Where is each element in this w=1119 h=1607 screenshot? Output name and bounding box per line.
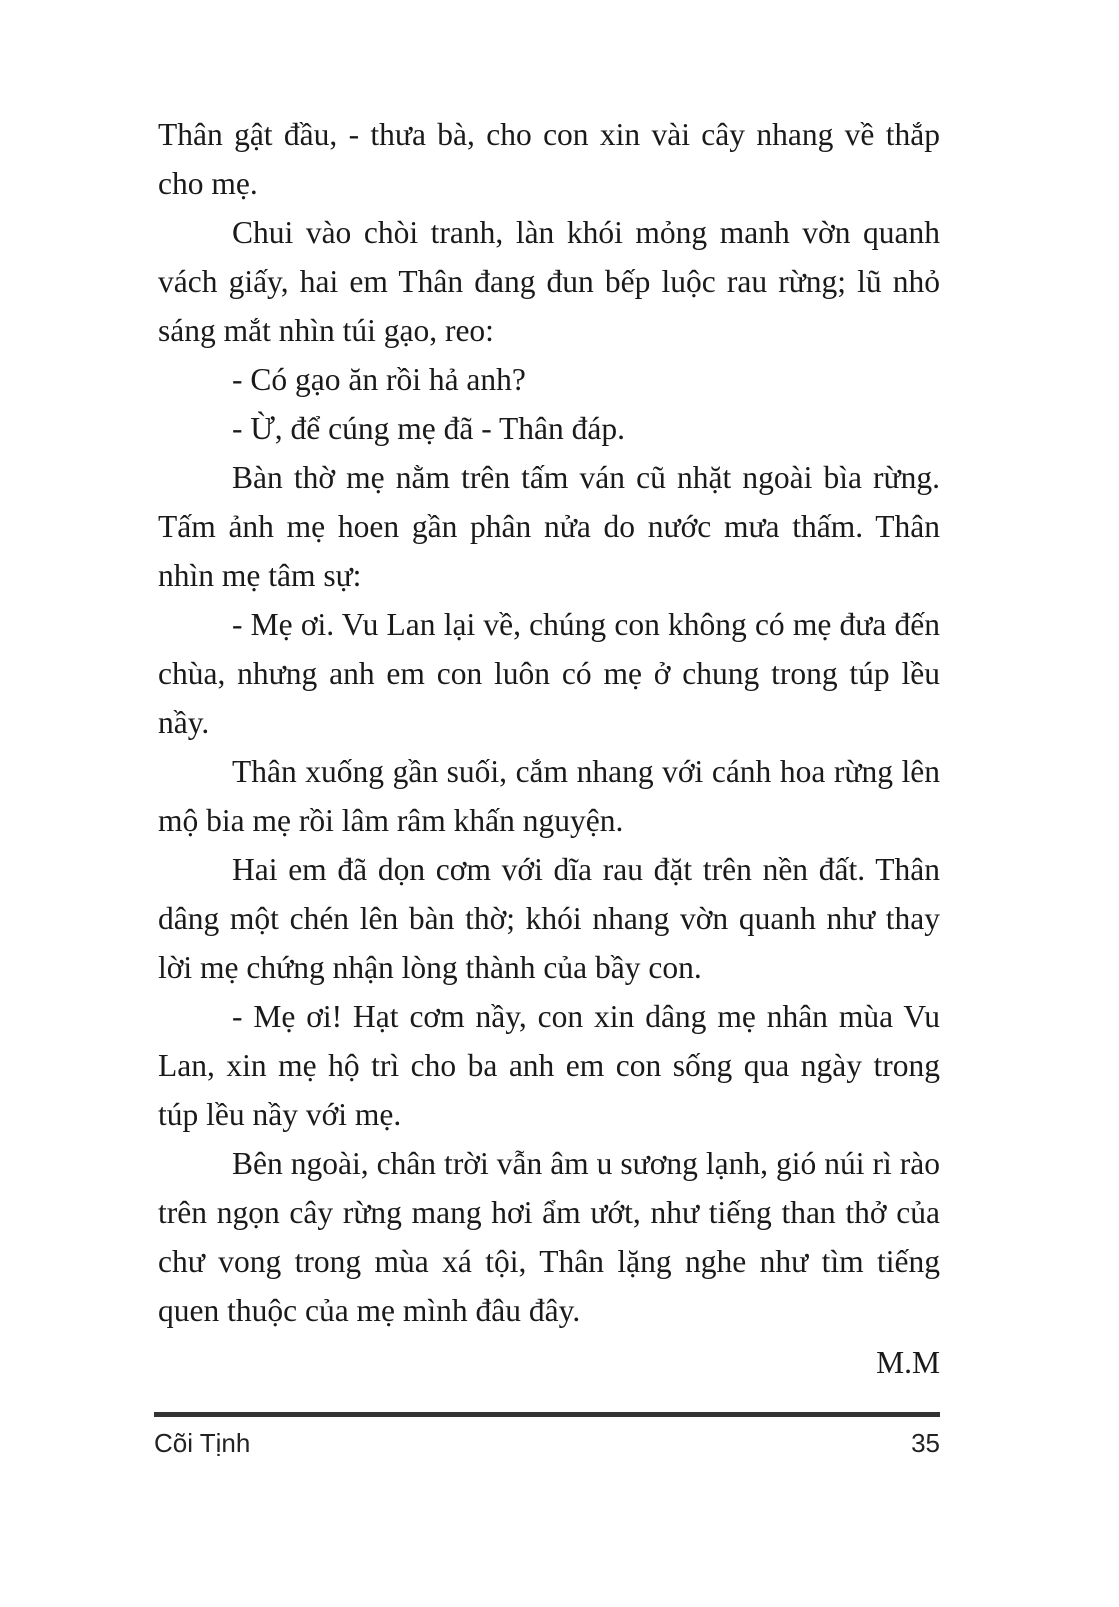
- paragraph: Bên ngoài, chân trời vẫn âm u sương lạnh, gió núi rì rào trên ngọn cây rừng mang hơi ẩm ướt, như tiếng than thở của chư vong trong mùa xá tội, Thân lặng nghe như tìm tiếng quen thuộc của mẹ mình đâu đây.: [158, 1146, 940, 1328]
- dialogue-line: - Có gạo ăn rồi hả anh?: [232, 362, 526, 397]
- dialogue-line: - Mẹ ơi! Hạt cơm nầy, con xin dâng mẹ nhân mùa Vu Lan, xin mẹ hộ trì cho ba anh em con sống qua ngày trong túp lều nầy với mẹ.: [158, 999, 940, 1132]
- paragraph: Chui vào chòi tranh, làn khói mỏng manh vờn quanh vách giấy, hai em Thân đang đun bếp luộc rau rừng; lũ nhỏ sáng mắt nhìn túi gạo, reo:: [158, 215, 940, 348]
- paragraph: Bàn thờ mẹ nằm trên tấm ván cũ nhặt ngoài bìa rừng. Tấm ảnh mẹ hoen gần phân nửa do nước mưa thấm. Thân nhìn mẹ tâm sự:: [158, 460, 940, 593]
- page-footer: [154, 1423, 940, 1463]
- dialogue-line: - Ừ, để cúng mẹ đã - Thân đáp.: [232, 411, 625, 446]
- book-title: Cõi Tịnh: [154, 1428, 251, 1458]
- page-number: 35: [911, 1428, 940, 1458]
- author-signature: M.M: [876, 1345, 940, 1380]
- footer-divider: [154, 1412, 940, 1417]
- page-content: [158, 110, 940, 1387]
- paragraph: Thân gật đầu, - thưa bà, cho con xin vài cây nhang về thắp cho mẹ.: [158, 117, 940, 201]
- paragraph: Thân xuống gần suối, cắm nhang với cánh hoa rừng lên mộ bia mẹ rồi lâm râm khấn nguyện.: [158, 754, 940, 838]
- dialogue-line: - Mẹ ơi. Vu Lan lại về, chúng con không có mẹ đưa đến chùa, nhưng anh em con luôn có mẹ ở chung trong túp lều nầy.: [158, 607, 940, 740]
- paragraph: Hai em đã dọn cơm với dĩa rau đặt trên nền đất. Thân dâng một chén lên bàn thờ; khói nhang vờn quanh như thay lời mẹ chứng nhận lòng thành của bầy con.: [158, 852, 940, 985]
- body-text: [158, 110, 940, 1335]
